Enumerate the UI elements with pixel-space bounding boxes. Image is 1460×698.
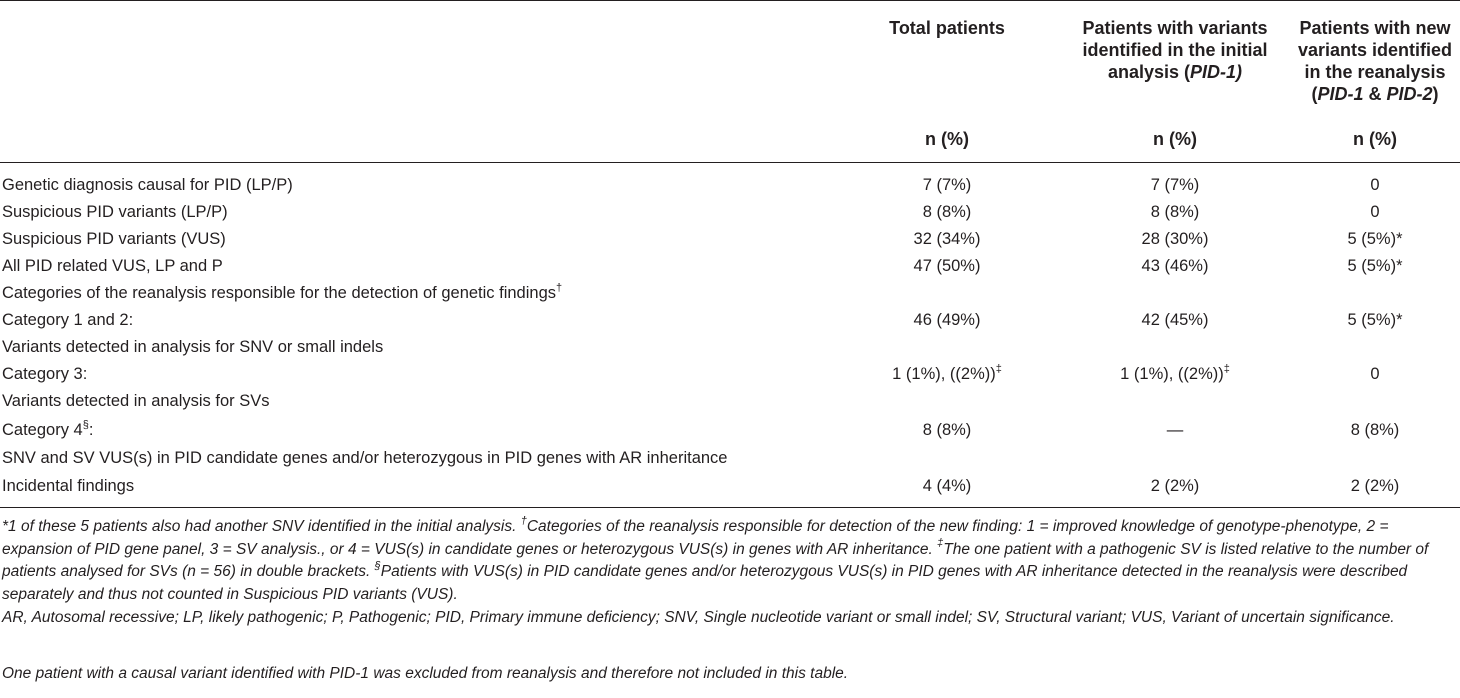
header-initial-line2: identified in the initial [1082, 40, 1268, 60]
cell-total: 7 (7%) [922, 176, 972, 194]
cell-total: 47 (50%) [913, 257, 981, 275]
header-reanal-amp: & [1363, 84, 1387, 104]
cell-reanalysis: 0 [1370, 176, 1380, 194]
footnote-dagger-text: Categories of the reanalysis responsible for detection of the new finding: 1 = improved knowledge of genotype-phenotype, 2 = expansion of PID gene panel, 3 = SV analysis., or 4 = VUS(s) in candidate genes or heterozygous VUS(s) in genes with AR inheritance. [2, 518, 1389, 558]
row-label: Category 3: [2, 365, 88, 383]
table-header-rule [0, 162, 1460, 163]
row-label: Suspicious PID variants (VUS) [2, 230, 226, 248]
footnote-exclusion: One patient with a causal variant identified with PID-1 was excluded from reanalysis and therefore not included in this table. [2, 665, 849, 682]
cell-reanalysis: 0 [1370, 365, 1380, 383]
row-label: Category 1 and 2: [2, 311, 134, 329]
header-total-label: Total patients [889, 18, 1005, 38]
header-reanal-line2: variants identified [1297, 40, 1453, 60]
footnote-section-mark: § [374, 559, 381, 572]
cell-reanalysis: 5 (5%)* [1347, 257, 1403, 275]
row-label-categories [2, 282, 562, 304]
cell-total-text: 1 (1%), ((2%)) [892, 365, 996, 383]
header-reanalysis: Patients with new variants identified in the reanalysis (PID-1 & PID-2) [1297, 18, 1453, 104]
cell-reanalysis: 8 (8%) [1350, 421, 1400, 439]
header-reanal-italic-b: PID-2 [1386, 84, 1433, 104]
row-label: Variants detected in analysis for SNV or small indels [2, 338, 384, 356]
cell-reanalysis: 5 (5%)* [1347, 230, 1403, 248]
footnote-abbreviations: AR, Autosomal recessive; LP, likely pathogenic; P, Pathogenic; PID, Primary immune deficiency; SNV, Single nucleotide variant or small indel; SV, Structural variant; VUS, Variant of uncertain significance. [2, 609, 1395, 626]
header-reanal-italic-a: PID-1 [1317, 84, 1364, 104]
row-label: Genetic diagnosis causal for PID (LP/P) [2, 176, 293, 194]
footnote-double-dagger-text: The one patient with a pathogenic SV is listed relative to the number of patients analysed for SVs (n = 56) in double brackets. [2, 540, 1429, 580]
dagger-mark: † [556, 281, 563, 294]
cell-total: 8 (8%) [922, 421, 972, 439]
cell-initial [1062, 363, 1288, 385]
footnote-symbols [2, 516, 1458, 606]
footnote-dagger-mark: † [520, 514, 527, 527]
header-total-patients [862, 17, 1032, 39]
cell-reanalysis: 5 (5%)* [1347, 311, 1403, 329]
section-mark: § [82, 418, 89, 431]
cell-initial: — [1166, 421, 1184, 439]
cell-total: 4 (4%) [922, 477, 972, 495]
row-label: All PID related VUS, LP and P [2, 257, 223, 275]
row-label: Suspicious PID variants (LP/P) [2, 203, 228, 221]
row-label: SNV and SV VUS(s) in PID candidate genes and/or heterozygous in PID genes with AR inheritance [2, 449, 728, 467]
cell-initial: 43 (46%) [1141, 257, 1209, 275]
table-top-rule [0, 0, 1460, 1]
cell-total: 32 (34%) [913, 230, 981, 248]
header-n-total: n (%) [925, 129, 969, 149]
header-reanal-line3: in the reanalysis [1304, 62, 1446, 82]
cell-total: 8 (8%) [922, 203, 972, 221]
cell-initial: 28 (30%) [1141, 230, 1209, 248]
cell-initial: 42 (45%) [1141, 311, 1209, 329]
categories-label-text: Categories of the reanalysis responsible for the detection of genetic findings [2, 284, 556, 302]
header-n-initial: n (%) [1153, 129, 1197, 149]
cell-total [862, 363, 1032, 385]
cell-reanalysis: 0 [1370, 203, 1380, 221]
cell-initial-text: 1 (1%), ((2%)) [1120, 365, 1224, 383]
cell-reanalysis: 2 (2%) [1350, 477, 1400, 495]
header-initial-line3: analysis ( [1107, 62, 1191, 82]
footnote-asterisk: *1 of these 5 patients also had another SNV identified in the initial analysis. [2, 518, 521, 535]
category-4-text: Category 4 [2, 421, 83, 439]
cell-initial: 8 (8%) [1150, 203, 1200, 221]
header-initial-italic: PID-1) [1190, 62, 1243, 82]
row-label-category-4 [2, 419, 93, 441]
double-dagger-mark: ‡ [1223, 362, 1230, 375]
cell-initial: 2 (2%) [1150, 477, 1200, 495]
cell-total: 46 (49%) [913, 311, 981, 329]
header-initial-line1: Patients with variants [1082, 18, 1268, 38]
header-initial-analysis [1055, 17, 1295, 83]
table-bottom-rule [0, 507, 1460, 508]
cell-initial: 7 (7%) [1150, 176, 1200, 194]
row-label: Variants detected in analysis for SVs [2, 392, 270, 410]
header-reanal-line1: Patients with new [1299, 18, 1451, 38]
category-4-colon: : [88, 421, 94, 439]
footnote-section-text: Patients with VUS(s) in PID candidate genes and/or heterozygous VUS(s) in PID genes with AR inheritance detected in the reanalysis were described separately and thus not counted in Suspicious PID variants (VUS). [2, 563, 1408, 603]
footnote-double-dagger-mark: ‡ [937, 537, 944, 550]
row-label: Incidental findings [2, 477, 135, 495]
double-dagger-mark: ‡ [995, 362, 1002, 375]
header-n-reanalysis: n (%) [1353, 129, 1397, 149]
